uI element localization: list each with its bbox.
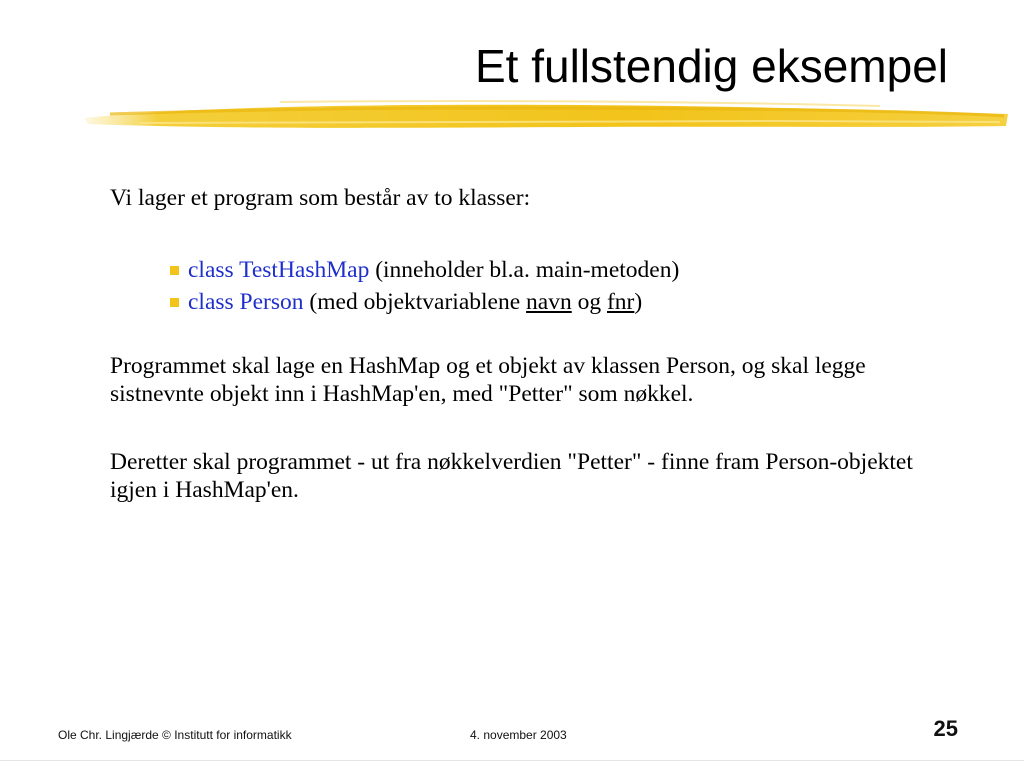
class-name: class TestHashMap	[188, 257, 370, 283]
page-number: 25	[933, 716, 958, 741]
closing-paren: )	[634, 289, 643, 315]
field-name: navn	[526, 289, 572, 315]
paragraph-2: Deretter skal programmet - ut fra nøkkelverdien "Petter" - finne fram Person-objektet igjen i HashMap'en.	[110, 449, 913, 503]
class-list	[168, 256, 930, 316]
divider	[0, 760, 1024, 761]
field-name: fnr	[606, 289, 635, 315]
slide-body	[110, 184, 930, 504]
list-item	[168, 256, 930, 284]
square-bullet-icon	[170, 298, 179, 307]
paragraph-1: Programmet skal lage en HashMap og et objekt av klassen Person, og skal legge sistnevnte objekt inn i HashMap'en, med "Petter" som nøkkel.	[110, 353, 866, 407]
intro-text: Vi lager et program som består av to klasser:	[110, 185, 531, 211]
connector-text: og	[571, 289, 607, 315]
slide-title: Et fullstendig eksempel	[474, 40, 948, 92]
class-description: (inneholder bl.a. main-metoden)	[369, 257, 680, 283]
footer-date: 4. november 2003	[470, 728, 567, 742]
class-name: class Person	[188, 289, 304, 315]
footer-author: Ole Chr. Lingjærde © Institutt for informatikk	[58, 728, 292, 742]
square-bullet-icon	[170, 266, 179, 275]
highlighter-stroke-decoration	[80, 96, 1012, 138]
list-item	[168, 288, 930, 316]
class-description: (med objektvariablene	[303, 289, 527, 315]
